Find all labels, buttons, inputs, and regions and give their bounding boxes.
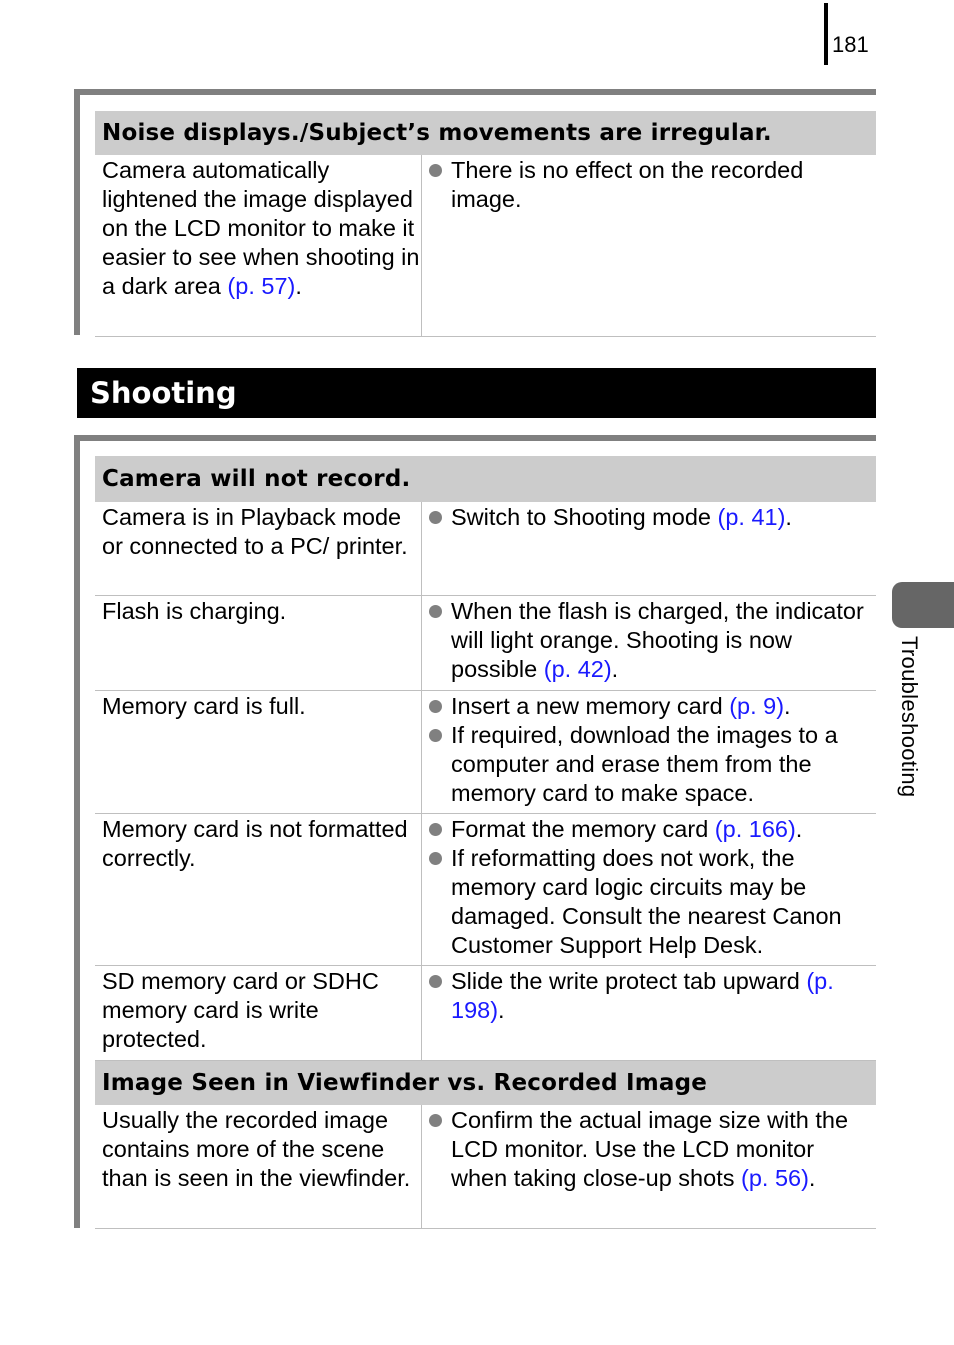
solution-item	[429, 692, 872, 721]
solution-text: If reformatting does not work, the memory card logic circuits may be damaged. Consult the nearest Canon Customer Support Help Desk.	[451, 845, 842, 958]
solution-text: Confirm the actual image size with the LCD monitor. Use the LCD monitor when taking close-up shots	[451, 1107, 849, 1191]
bullet-icon	[429, 729, 442, 742]
solution-tail: .	[611, 656, 619, 682]
noise-troubleshooting-box	[74, 89, 876, 335]
solution-tail: .	[785, 504, 792, 530]
solution-item	[429, 721, 872, 808]
category-header-will-not-record: Camera will not record.	[95, 456, 876, 502]
solution-content	[451, 503, 792, 532]
page-link[interactable]: (p. 42)	[543, 656, 612, 682]
cause-cell: Usually the recorded image contains more of the scene than is seen in the viewfinder.	[95, 1105, 422, 1228]
cause-cell: Camera is in Playback mode or connected to a PC/ printer.	[95, 502, 422, 595]
solution-tail: .	[498, 997, 505, 1023]
solution-text: Slide the write protect tab upward	[451, 968, 807, 994]
solution-cell	[422, 966, 876, 1060]
page-link[interactable]: (p. 57)	[227, 273, 296, 299]
solution-item	[429, 156, 872, 214]
cause-cell: Flash is charging.	[95, 596, 422, 690]
solution-text: There is no effect on the recorded image.	[451, 157, 804, 212]
solution-text: Format the memory card	[451, 816, 715, 842]
solution-item	[429, 1106, 872, 1193]
chapter-tab	[892, 582, 954, 628]
solution-item	[429, 597, 872, 684]
solution-tail: .	[784, 693, 791, 719]
cause-cell: Memory card is not formatted correctly.	[95, 814, 422, 965]
page-link[interactable]: (p. 9)	[729, 693, 785, 719]
solution-text: Switch to Shooting mode	[451, 504, 718, 530]
section-title-bar	[77, 368, 876, 418]
solution-content	[451, 967, 872, 1025]
page-link[interactable]: (p. 56)	[741, 1165, 809, 1191]
solution-content	[451, 692, 791, 721]
cause-tail: .	[295, 273, 302, 299]
solution-cell	[422, 1105, 876, 1228]
cause-text: Camera automatically lightened the image displayed on the LCD monitor to make it easier to see when shooting in a dark area	[102, 157, 420, 299]
solution-content	[451, 1106, 872, 1193]
bullet-icon	[429, 852, 442, 865]
bullet-icon	[429, 605, 442, 618]
page-number: 181	[832, 32, 869, 57]
solution-tail: .	[808, 1165, 816, 1191]
solution-item	[429, 967, 872, 1025]
solution-text: When the flash is charged, the indicator will light orange. Shooting is now possible	[451, 598, 864, 682]
table-row	[95, 1105, 876, 1229]
bullet-icon	[429, 164, 442, 177]
solution-item	[429, 503, 872, 532]
solution-content	[451, 597, 872, 684]
bullet-icon	[429, 511, 442, 524]
page-link[interactable]: (p. 166)	[714, 816, 796, 842]
solution-text: If required, download the images to a computer and erase them from the memory card to make space.	[451, 722, 838, 806]
page-link[interactable]: (p. 198)	[451, 968, 834, 1023]
solution-content	[451, 815, 802, 844]
solution-cell	[422, 155, 876, 336]
table-row	[95, 966, 876, 1061]
solution-text: Insert a new memory card	[451, 693, 730, 719]
bullet-icon	[429, 975, 442, 988]
solution-cell	[422, 596, 876, 690]
bullet-icon	[429, 700, 442, 713]
page-link[interactable]: (p. 41)	[717, 504, 786, 530]
cause-cell: SD memory card or SDHC memory card is write protected.	[95, 966, 422, 1060]
table-row	[95, 155, 876, 337]
solution-cell	[422, 502, 876, 595]
solution-cell	[422, 814, 876, 965]
solution-item	[429, 844, 872, 960]
category-header-viewfinder: Image Seen in Viewfinder vs. Recorded Image	[95, 1061, 876, 1105]
table-row	[95, 596, 876, 691]
bullet-icon	[429, 823, 442, 836]
section-title: Shooting	[90, 376, 237, 410]
table-row	[95, 691, 876, 814]
solution-cell	[422, 691, 876, 813]
page-number-rule	[824, 3, 828, 65]
category-header-noise: Noise displays./Subject’s movements are irregular.	[95, 111, 876, 155]
solution-tail: .	[795, 816, 803, 842]
table-row	[95, 814, 876, 966]
cause-cell	[95, 155, 422, 336]
cause-cell: Memory card is full.	[95, 691, 422, 813]
solution-item	[429, 815, 872, 844]
shooting-troubleshooting-box	[74, 435, 876, 1228]
bullet-icon	[429, 1114, 442, 1127]
table-row	[95, 502, 876, 596]
chapter-label: Troubleshooting	[897, 636, 922, 798]
